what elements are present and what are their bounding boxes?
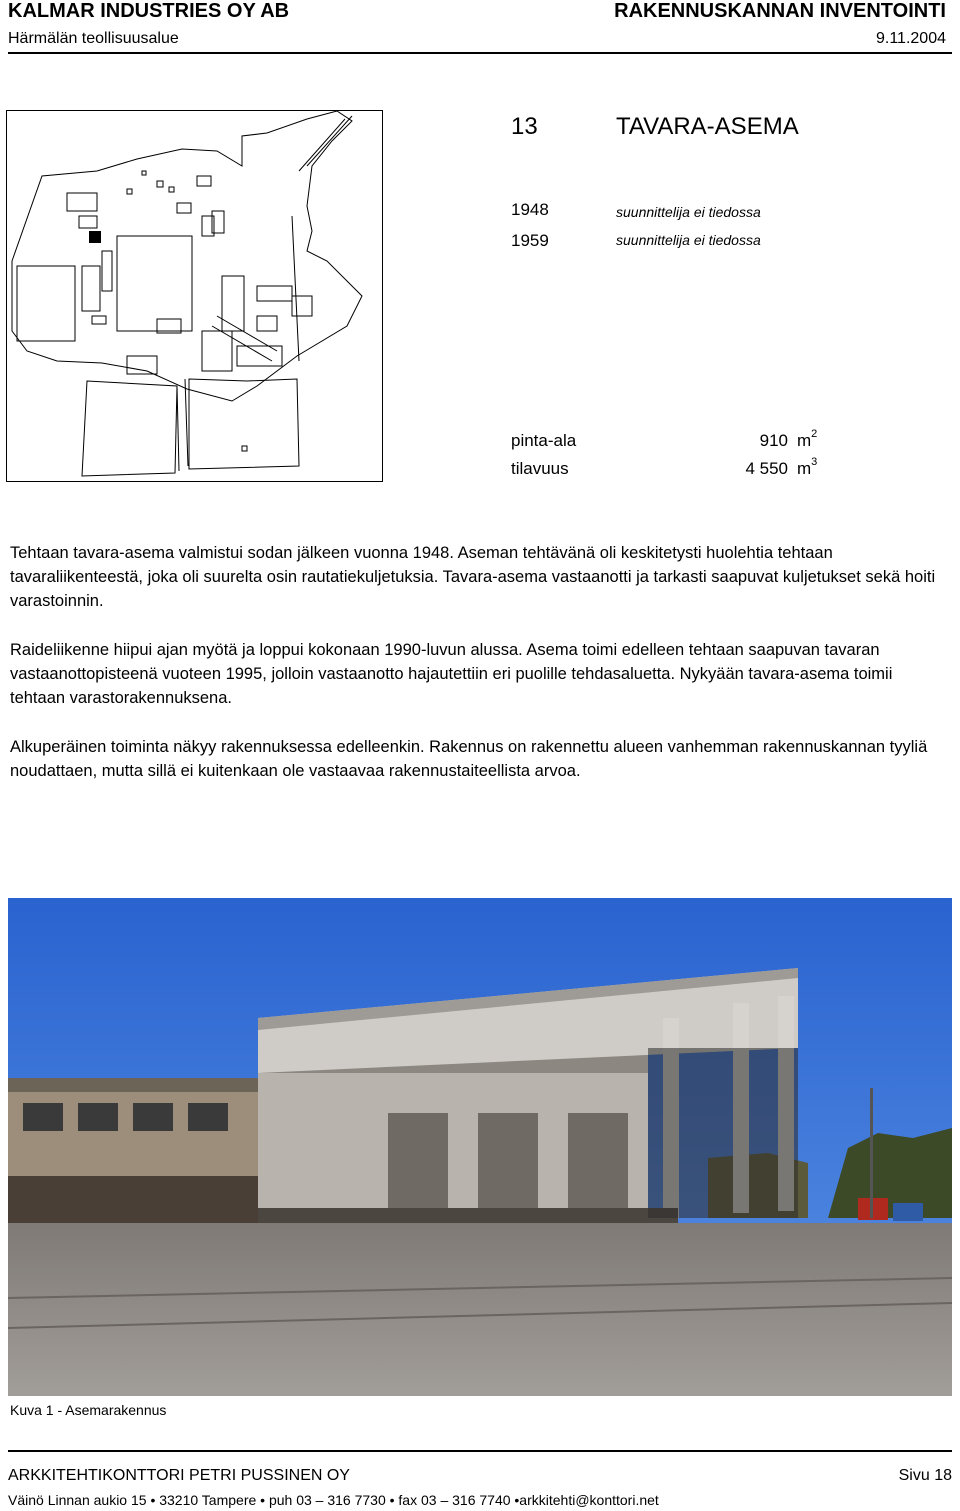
phase-designer: suunnittelija ei tiedossa: [616, 204, 761, 220]
contact-details: Väinö Linnan aukio 15 • 33210 Tampere • puh 03 – 316 7730 • fax 03 – 316 7740 •arkkitehti@konttori.net: [8, 1492, 659, 1508]
building-number: 13: [511, 113, 538, 140]
site-name: Härmälän teollisuusalue: [8, 30, 179, 47]
site-plan-drawing: [7, 111, 381, 480]
phase-designer: suunnittelija ei tiedossa: [616, 232, 761, 248]
volume-value: 4 550: [745, 459, 788, 478]
site-map: [6, 110, 383, 482]
office-name: ARKKITEHTIKONTTORI PETRI PUSSINEN OY: [8, 1467, 350, 1484]
area-label: pinta-ala: [511, 431, 577, 450]
warehouse-photo-illustration: [8, 898, 952, 1396]
report-title: RAKENNUSKANNAN INVENTOINTI: [614, 0, 946, 22]
phase-year: 1959: [511, 231, 549, 250]
area-value: 910: [759, 431, 788, 450]
area-unit: $m^2$: [797, 428, 818, 450]
body-paragraph: Alkuperäinen toiminta näkyy rakennuksessa edelleenkin. Rakennus on rakennettu alueen vanhemman rakennuskannan tyyliä noudattaen, mutta sillä ei kuitenkaan ole vastaavaa rakennustaiteellista arvoa.: [10, 738, 928, 780]
volume-unit: $m^3$: [797, 456, 818, 478]
report-date: 9.11.2004: [876, 30, 946, 47]
volume-label: tilavuus: [511, 459, 569, 478]
body-paragraph: Raideliikenne hiipui ajan myötä ja loppui kokonaan 1990-luvun alussa. Asema toimi edelleen tehtaan saapuvan tavaran vastaanottopisteenä vuoteen 1995, jolloin vastaanotto hajautettiin eri puolille tehdasaluetta. Nykyään tavara-asema toimii tehtaan varastorakennuksena.: [10, 641, 893, 707]
header-rule: [8, 52, 952, 54]
footer-rule: [8, 1450, 952, 1452]
company-name: KALMAR INDUSTRIES OY AB: [8, 0, 290, 22]
page-number: Sivu 18: [898, 1467, 952, 1484]
building-13-marker: [89, 231, 101, 243]
phase-year: 1948: [511, 200, 549, 219]
building-name: TAVARA-ASEMA: [616, 113, 799, 140]
body-paragraph: Tehtaan tavara-asema valmistui sodan jälkeen vuonna 1948. Aseman tehtävänä oli keskitetysti huolehtia tehtaan tavaraliikenteestä, joka oli suurelta osin rautatiekuljetuksia. Tavara-asema vastaanotti ja tarkasti saapuvat kuljetukset sekä hoiti varastoinnin.: [10, 544, 936, 610]
photo-caption: Kuva 1 - Asemarakennus: [10, 1402, 167, 1418]
building-photo: [8, 898, 952, 1396]
